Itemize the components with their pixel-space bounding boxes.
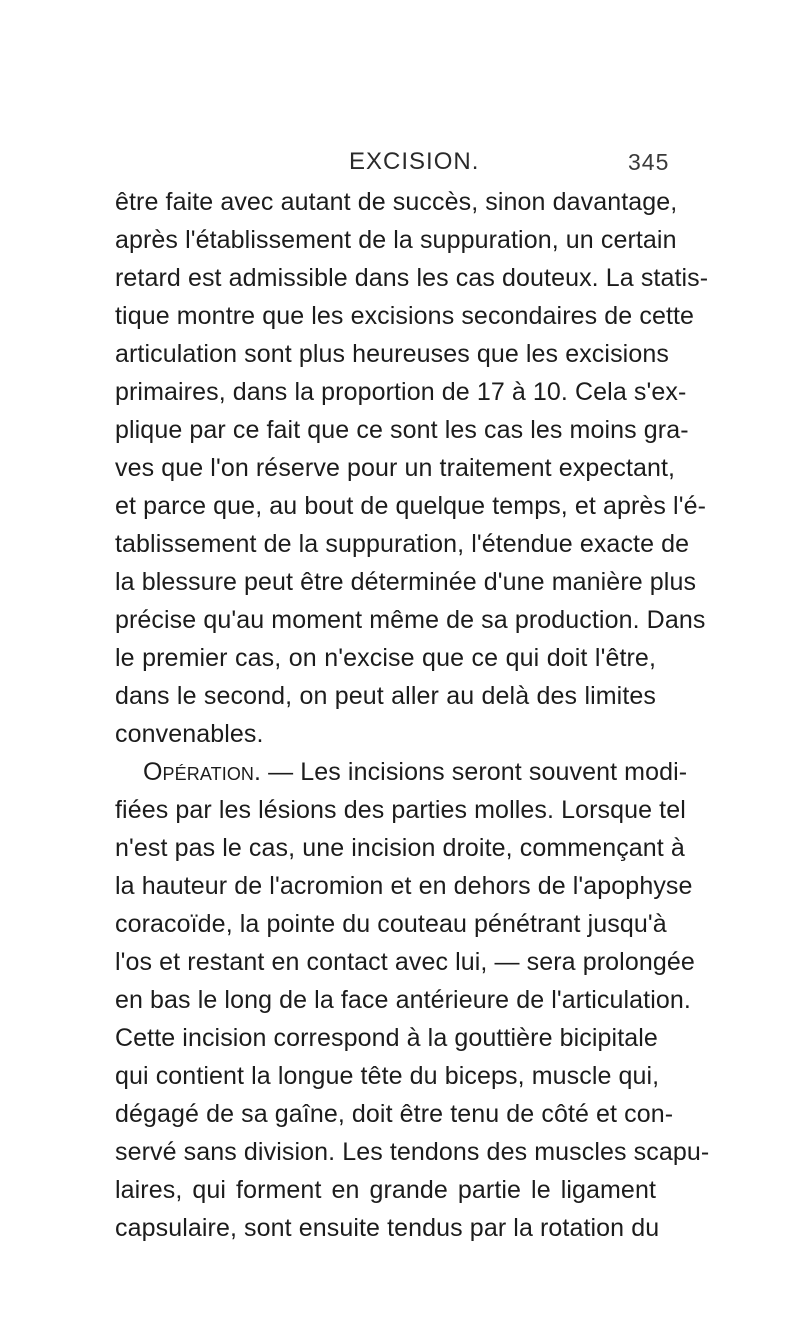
body-text bbox=[115, 183, 710, 1247]
text-line: Cette incision correspond à la gouttière bicipitale bbox=[115, 1024, 658, 1052]
text-line: dégagé de sa gaîne, doit être tenu de côté et con- bbox=[115, 1100, 674, 1128]
text-line: primaires, dans la proportion de 17 à 10. Cela s'ex- bbox=[115, 378, 687, 406]
text-line: n'est pas le cas, une incision droite, commençant à bbox=[115, 834, 685, 862]
text-line: retard est admissible dans les cas douteux. La statis- bbox=[115, 264, 709, 292]
section-first-line-text: — Les incisions seront souvent modi- bbox=[261, 758, 688, 786]
running-head-title: EXCISION. bbox=[349, 148, 480, 175]
text-line: qui contient la longue tête du biceps, muscle qui, bbox=[115, 1062, 660, 1090]
running-head bbox=[0, 148, 800, 184]
text-line: fiées par les lésions des parties molles. Lorsque tel bbox=[115, 796, 686, 824]
text-line: et parce que, au bout de quelque temps, et après l'é- bbox=[115, 492, 707, 520]
text-line: l'os et restant en contact avec lui, — sera prolongée bbox=[115, 948, 695, 976]
text-line: laires, qui forment en grande partie le ligament bbox=[115, 1176, 656, 1204]
text-line: plique par ce fait que ce sont les cas les moins gra- bbox=[115, 416, 689, 444]
text-line: convenables. bbox=[115, 720, 264, 748]
text-line: coracoïde, la pointe du couteau pénétrant jusqu'à bbox=[115, 910, 667, 938]
text-line: capsulaire, sont ensuite tendus par la rotation du bbox=[115, 1214, 660, 1242]
section-first-line bbox=[115, 753, 688, 791]
text-line: après l'établissement de la suppuration, un certain bbox=[115, 226, 677, 254]
page-number: 345 bbox=[628, 149, 670, 175]
section-heading: Opération. bbox=[143, 758, 262, 786]
text-line: être faite avec autant de succès, sinon davantage, bbox=[115, 188, 678, 216]
text-line: servé sans division. Les tendons des muscles scapu- bbox=[115, 1138, 710, 1166]
text-line: le premier cas, on n'excise que ce qui doit l'être, bbox=[115, 644, 656, 672]
text-line: la hauteur de l'acromion et en dehors de l'apophyse bbox=[115, 872, 693, 900]
text-line: précise qu'au moment même de sa production. Dans bbox=[115, 606, 706, 634]
text-line: articulation sont plus heureuses que les excisions bbox=[115, 340, 669, 368]
text-line: dans le second, on peut aller au delà des limites bbox=[115, 682, 656, 710]
text-line: la blessure peut être déterminée d'une manière plus bbox=[115, 568, 697, 596]
text-line: tique montre que les excisions secondaires de cette bbox=[115, 302, 695, 330]
text-line: en bas le long de la face antérieure de l'articulation. bbox=[115, 986, 691, 1014]
text-line: tablissement de la suppuration, l'étendue exacte de bbox=[115, 530, 690, 558]
text-line: ves que l'on réserve pour un traitement expectant, bbox=[115, 454, 676, 482]
